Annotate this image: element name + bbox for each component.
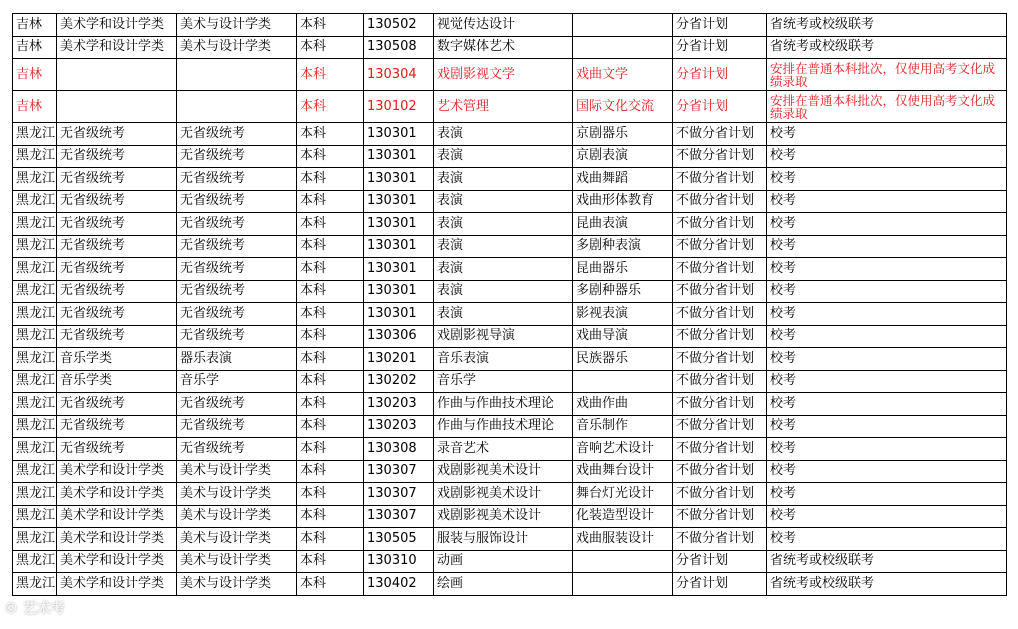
category-cell[interactable]: 无省级统考 [57, 280, 177, 303]
category-cell[interactable]: 无省级统考 [57, 325, 177, 348]
code-cell[interactable]: 130102 [364, 91, 434, 123]
exam-method-cell[interactable]: 校考 [767, 303, 1007, 326]
major-cell[interactable]: 表演 [434, 280, 573, 303]
level-cell[interactable]: 本科 [297, 573, 364, 596]
exam-type-cell[interactable] [177, 59, 297, 91]
code-cell[interactable]: 130306 [364, 325, 434, 348]
table-row [13, 213, 1007, 236]
major-cell[interactable]: 表演 [434, 168, 573, 191]
exam-type-cell[interactable]: 无省级统考 [177, 168, 297, 191]
province-cell[interactable]: 黑龙江 [13, 303, 57, 326]
direction-cell[interactable]: 戏曲文学 [573, 59, 673, 91]
plan-cell[interactable]: 不做分省计划 [673, 303, 767, 326]
major-cell[interactable]: 戏剧影视文学 [434, 59, 573, 91]
plan-cell[interactable]: 不做分省计划 [673, 438, 767, 461]
table-row [13, 528, 1007, 551]
direction-cell[interactable]: 京剧表演 [573, 145, 673, 168]
exam-type-cell[interactable]: 美术与设计学类 [177, 483, 297, 506]
direction-cell[interactable] [573, 14, 673, 37]
direction-cell[interactable]: 戏曲服装设计 [573, 528, 673, 551]
category-cell[interactable]: 美术学和设计学类 [57, 36, 177, 59]
category-cell[interactable]: 音乐学类 [57, 370, 177, 393]
province-cell[interactable]: 黑龙江 [13, 550, 57, 573]
level-cell[interactable]: 本科 [297, 59, 364, 91]
level-cell[interactable]: 本科 [297, 370, 364, 393]
province-cell[interactable]: 黑龙江 [13, 528, 57, 551]
table-row [13, 123, 1007, 146]
table-row [13, 483, 1007, 506]
category-cell[interactable]: 无省级统考 [57, 145, 177, 168]
exam-method-cell[interactable]: 校考 [767, 460, 1007, 483]
province-cell[interactable]: 吉林 [13, 59, 57, 91]
exam-type-cell[interactable]: 无省级统考 [177, 325, 297, 348]
direction-cell[interactable]: 戏曲形体教育 [573, 190, 673, 213]
level-cell[interactable]: 本科 [297, 190, 364, 213]
exam-method-cell[interactable]: 校考 [767, 145, 1007, 168]
table-row [13, 91, 1007, 123]
code-cell[interactable]: 130301 [364, 145, 434, 168]
province-cell[interactable]: 黑龙江 [13, 213, 57, 236]
exam-method-cell[interactable]: 校考 [767, 258, 1007, 281]
province-cell[interactable]: 黑龙江 [13, 415, 57, 438]
province-cell[interactable]: 黑龙江 [13, 235, 57, 258]
table-row [13, 550, 1007, 573]
level-cell[interactable]: 本科 [297, 168, 364, 191]
exam-method-cell[interactable]: 校考 [767, 168, 1007, 191]
exam-type-cell[interactable]: 音乐学 [177, 370, 297, 393]
exam-method-cell[interactable]: 校考 [767, 438, 1007, 461]
direction-cell[interactable]: 戏曲舞台设计 [573, 460, 673, 483]
exam-type-cell[interactable]: 无省级统考 [177, 213, 297, 236]
plan-cell[interactable]: 不做分省计划 [673, 483, 767, 506]
plan-cell[interactable]: 分省计划 [673, 36, 767, 59]
level-cell[interactable]: 本科 [297, 460, 364, 483]
province-cell[interactable]: 吉林 [13, 36, 57, 59]
category-cell[interactable]: 美术学和设计学类 [57, 483, 177, 506]
level-cell[interactable]: 本科 [297, 258, 364, 281]
direction-cell[interactable]: 化装造型设计 [573, 505, 673, 528]
plan-cell[interactable]: 不做分省计划 [673, 393, 767, 416]
level-cell[interactable]: 本科 [297, 348, 364, 371]
code-cell[interactable]: 130203 [364, 393, 434, 416]
direction-cell[interactable] [573, 573, 673, 596]
exam-method-cell[interactable]: 校考 [767, 393, 1007, 416]
province-cell[interactable]: 黑龙江 [13, 438, 57, 461]
code-cell[interactable]: 130304 [364, 59, 434, 91]
exam-type-cell[interactable]: 美术与设计学类 [177, 460, 297, 483]
province-cell[interactable]: 黑龙江 [13, 145, 57, 168]
table-row [13, 145, 1007, 168]
major-cell[interactable]: 戏剧影视美术设计 [434, 505, 573, 528]
table-row [13, 14, 1007, 37]
category-cell[interactable]: 无省级统考 [57, 303, 177, 326]
level-cell[interactable]: 本科 [297, 14, 364, 37]
province-cell[interactable]: 黑龙江 [13, 483, 57, 506]
exam-method-cell[interactable]: 校考 [767, 348, 1007, 371]
level-cell[interactable]: 本科 [297, 235, 364, 258]
major-cell[interactable]: 视觉传达设计 [434, 14, 573, 37]
level-cell[interactable]: 本科 [297, 91, 364, 123]
watermark-logo: © 艺术考 [4, 601, 65, 617]
direction-cell[interactable]: 影视表演 [573, 303, 673, 326]
table-row [13, 415, 1007, 438]
exam-method-cell[interactable]: 校考 [767, 235, 1007, 258]
plan-cell[interactable]: 不做分省计划 [673, 258, 767, 281]
level-cell[interactable]: 本科 [297, 393, 364, 416]
table-row [13, 460, 1007, 483]
category-cell[interactable]: 美术学和设计学类 [57, 505, 177, 528]
plan-cell[interactable]: 不做分省计划 [673, 213, 767, 236]
exam-method-cell[interactable]: 校考 [767, 370, 1007, 393]
table-row [13, 393, 1007, 416]
exam-type-cell[interactable]: 无省级统考 [177, 258, 297, 281]
code-cell[interactable]: 130307 [364, 505, 434, 528]
province-cell[interactable]: 黑龙江 [13, 573, 57, 596]
province-cell[interactable]: 黑龙江 [13, 348, 57, 371]
major-cell[interactable]: 表演 [434, 303, 573, 326]
major-cell[interactable]: 表演 [434, 123, 573, 146]
province-cell[interactable]: 黑龙江 [13, 258, 57, 281]
exam-type-cell[interactable]: 无省级统考 [177, 415, 297, 438]
category-cell[interactable]: 无省级统考 [57, 213, 177, 236]
major-cell[interactable]: 服装与服饰设计 [434, 528, 573, 551]
major-cell[interactable]: 戏剧影视导演 [434, 325, 573, 348]
exam-type-cell[interactable]: 无省级统考 [177, 393, 297, 416]
plan-cell[interactable]: 不做分省计划 [673, 190, 767, 213]
exam-type-cell[interactable]: 美术与设计学类 [177, 36, 297, 59]
code-cell[interactable]: 130301 [364, 235, 434, 258]
province-cell[interactable]: 吉林 [13, 14, 57, 37]
category-cell[interactable]: 无省级统考 [57, 438, 177, 461]
table-row [13, 573, 1007, 596]
category-cell[interactable]: 美术学和设计学类 [57, 14, 177, 37]
code-cell[interactable]: 130301 [364, 190, 434, 213]
province-cell[interactable]: 黑龙江 [13, 190, 57, 213]
category-cell[interactable] [57, 91, 177, 123]
table-row [13, 59, 1007, 91]
category-cell[interactable]: 无省级统考 [57, 168, 177, 191]
direction-cell[interactable]: 舞台灯光设计 [573, 483, 673, 506]
plan-cell[interactable]: 分省计划 [673, 59, 767, 91]
code-cell[interactable]: 130307 [364, 460, 434, 483]
exam-type-cell[interactable]: 美术与设计学类 [177, 550, 297, 573]
exam-type-cell[interactable]: 美术与设计学类 [177, 505, 297, 528]
code-cell[interactable]: 130308 [364, 438, 434, 461]
direction-cell[interactable]: 多剧种表演 [573, 235, 673, 258]
direction-cell[interactable]: 昆曲器乐 [573, 258, 673, 281]
exam-type-cell[interactable]: 器乐表演 [177, 348, 297, 371]
plan-cell[interactable]: 不做分省计划 [673, 528, 767, 551]
direction-cell[interactable]: 昆曲表演 [573, 213, 673, 236]
exam-type-cell[interactable]: 无省级统考 [177, 123, 297, 146]
code-cell[interactable]: 130201 [364, 348, 434, 371]
exam-method-cell[interactable]: 校考 [767, 505, 1007, 528]
plan-cell[interactable]: 不做分省计划 [673, 145, 767, 168]
direction-cell[interactable] [573, 550, 673, 573]
plan-cell[interactable]: 不做分省计划 [673, 370, 767, 393]
province-cell[interactable]: 吉林 [13, 91, 57, 123]
category-cell[interactable]: 无省级统考 [57, 258, 177, 281]
code-cell[interactable]: 130301 [364, 168, 434, 191]
plan-cell[interactable]: 不做分省计划 [673, 460, 767, 483]
major-cell[interactable]: 绘画 [434, 573, 573, 596]
direction-cell[interactable]: 戏曲舞蹈 [573, 168, 673, 191]
category-cell[interactable]: 美术学和设计学类 [57, 460, 177, 483]
province-cell[interactable]: 黑龙江 [13, 505, 57, 528]
table-row [13, 370, 1007, 393]
exam-method-cell[interactable]: 省统考或校级联考 [767, 550, 1007, 573]
direction-cell[interactable]: 民族器乐 [573, 348, 673, 371]
direction-cell[interactable] [573, 370, 673, 393]
major-cell[interactable]: 表演 [434, 190, 573, 213]
category-cell[interactable]: 无省级统考 [57, 123, 177, 146]
major-cell[interactable]: 作曲与作曲技术理论 [434, 393, 573, 416]
code-cell[interactable]: 130402 [364, 573, 434, 596]
exam-method-cell[interactable]: 校考 [767, 213, 1007, 236]
code-cell[interactable]: 130202 [364, 370, 434, 393]
plan-cell[interactable]: 不做分省计划 [673, 235, 767, 258]
plan-cell[interactable]: 不做分省计划 [673, 168, 767, 191]
major-cell[interactable]: 艺术管理 [434, 91, 573, 123]
major-cell[interactable]: 数字媒体艺术 [434, 36, 573, 59]
table-body [13, 14, 1007, 596]
exam-method-cell[interactable]: 校考 [767, 280, 1007, 303]
exam-method-cell[interactable]: 校考 [767, 190, 1007, 213]
level-cell[interactable]: 本科 [297, 415, 364, 438]
code-cell[interactable]: 130301 [364, 258, 434, 281]
exam-method-cell[interactable]: 校考 [767, 325, 1007, 348]
code-cell[interactable]: 130301 [364, 303, 434, 326]
exam-method-cell[interactable]: 省统考或校级联考 [767, 36, 1007, 59]
level-cell[interactable]: 本科 [297, 550, 364, 573]
exam-method-cell[interactable]: 校考 [767, 528, 1007, 551]
exam-method-cell[interactable]: 安排在普通本科批次，仅使用高考文化成绩录取 [767, 91, 1007, 123]
plan-cell[interactable]: 分省计划 [673, 14, 767, 37]
direction-cell[interactable]: 京剧器乐 [573, 123, 673, 146]
level-cell[interactable]: 本科 [297, 145, 364, 168]
major-cell[interactable]: 表演 [434, 145, 573, 168]
plan-cell[interactable]: 分省计划 [673, 91, 767, 123]
category-cell[interactable]: 美术学和设计学类 [57, 528, 177, 551]
table-row [13, 438, 1007, 461]
province-cell[interactable]: 黑龙江 [13, 393, 57, 416]
code-cell[interactable]: 130301 [364, 213, 434, 236]
table-row [13, 280, 1007, 303]
major-cell[interactable]: 动画 [434, 550, 573, 573]
province-cell[interactable]: 黑龙江 [13, 460, 57, 483]
table-row [13, 303, 1007, 326]
level-cell[interactable]: 本科 [297, 213, 364, 236]
exam-method-cell[interactable]: 安排在普通本科批次，仅使用高考文化成绩录取 [767, 59, 1007, 91]
level-cell[interactable]: 本科 [297, 280, 364, 303]
code-cell[interactable]: 130508 [364, 36, 434, 59]
code-cell[interactable]: 130301 [364, 280, 434, 303]
category-cell[interactable]: 无省级统考 [57, 393, 177, 416]
plan-cell[interactable]: 分省计划 [673, 573, 767, 596]
table-row [13, 325, 1007, 348]
exam-type-cell[interactable]: 无省级统考 [177, 280, 297, 303]
direction-cell[interactable]: 国际文化交流 [573, 91, 673, 123]
level-cell[interactable]: 本科 [297, 325, 364, 348]
code-cell[interactable]: 130203 [364, 415, 434, 438]
level-cell[interactable]: 本科 [297, 438, 364, 461]
direction-cell[interactable]: 音乐制作 [573, 415, 673, 438]
level-cell[interactable]: 本科 [297, 528, 364, 551]
category-cell[interactable]: 美术学和设计学类 [57, 573, 177, 596]
exam-method-cell[interactable]: 省统考或校级联考 [767, 573, 1007, 596]
category-cell[interactable]: 无省级统考 [57, 190, 177, 213]
table-row [13, 190, 1007, 213]
province-cell[interactable]: 黑龙江 [13, 123, 57, 146]
code-cell[interactable]: 130505 [364, 528, 434, 551]
direction-cell[interactable]: 戏曲导演 [573, 325, 673, 348]
province-cell[interactable]: 黑龙江 [13, 370, 57, 393]
category-cell[interactable] [57, 59, 177, 91]
admissions-table [12, 13, 1007, 596]
level-cell[interactable]: 本科 [297, 483, 364, 506]
category-cell[interactable]: 音乐学类 [57, 348, 177, 371]
plan-cell[interactable]: 不做分省计划 [673, 505, 767, 528]
category-cell[interactable]: 美术学和设计学类 [57, 550, 177, 573]
plan-cell[interactable]: 不做分省计划 [673, 348, 767, 371]
exam-type-cell[interactable]: 无省级统考 [177, 190, 297, 213]
table-row [13, 168, 1007, 191]
code-cell[interactable]: 130502 [364, 14, 434, 37]
major-cell[interactable]: 表演 [434, 235, 573, 258]
level-cell[interactable]: 本科 [297, 303, 364, 326]
major-cell[interactable]: 戏剧影视美术设计 [434, 483, 573, 506]
exam-type-cell[interactable]: 无省级统考 [177, 438, 297, 461]
plan-cell[interactable]: 不做分省计划 [673, 123, 767, 146]
code-cell[interactable]: 130307 [364, 483, 434, 506]
exam-type-cell[interactable]: 无省级统考 [177, 145, 297, 168]
code-cell[interactable]: 130310 [364, 550, 434, 573]
exam-type-cell[interactable]: 美术与设计学类 [177, 573, 297, 596]
exam-type-cell[interactable] [177, 91, 297, 123]
direction-cell[interactable] [573, 36, 673, 59]
major-cell[interactable]: 作曲与作曲技术理论 [434, 415, 573, 438]
plan-cell[interactable]: 不做分省计划 [673, 325, 767, 348]
direction-cell[interactable]: 戏曲作曲 [573, 393, 673, 416]
table-row [13, 235, 1007, 258]
table-row [13, 36, 1007, 59]
plan-cell[interactable]: 不做分省计划 [673, 415, 767, 438]
exam-type-cell[interactable]: 美术与设计学类 [177, 528, 297, 551]
code-cell[interactable]: 130301 [364, 123, 434, 146]
major-cell[interactable]: 音乐表演 [434, 348, 573, 371]
province-cell[interactable]: 黑龙江 [13, 280, 57, 303]
level-cell[interactable]: 本科 [297, 36, 364, 59]
plan-cell[interactable]: 不做分省计划 [673, 280, 767, 303]
direction-cell[interactable]: 多剧种器乐 [573, 280, 673, 303]
direction-cell[interactable]: 音响艺术设计 [573, 438, 673, 461]
exam-type-cell[interactable]: 美术与设计学类 [177, 14, 297, 37]
province-cell[interactable]: 黑龙江 [13, 168, 57, 191]
province-cell[interactable]: 黑龙江 [13, 325, 57, 348]
exam-method-cell[interactable]: 校考 [767, 123, 1007, 146]
exam-type-cell[interactable]: 无省级统考 [177, 303, 297, 326]
category-cell[interactable]: 无省级统考 [57, 415, 177, 438]
level-cell[interactable]: 本科 [297, 505, 364, 528]
exam-method-cell[interactable]: 校考 [767, 415, 1007, 438]
exam-method-cell[interactable]: 校考 [767, 483, 1007, 506]
table-row [13, 348, 1007, 371]
major-cell[interactable]: 音乐学 [434, 370, 573, 393]
category-cell[interactable]: 无省级统考 [57, 235, 177, 258]
exam-type-cell[interactable]: 无省级统考 [177, 235, 297, 258]
table-row [13, 505, 1007, 528]
table-row [13, 258, 1007, 281]
major-cell[interactable]: 表演 [434, 258, 573, 281]
exam-method-cell[interactable]: 省统考或校级联考 [767, 14, 1007, 37]
level-cell[interactable]: 本科 [297, 123, 364, 146]
major-cell[interactable]: 录音艺术 [434, 438, 573, 461]
major-cell[interactable]: 表演 [434, 213, 573, 236]
major-cell[interactable]: 戏剧影视美术设计 [434, 460, 573, 483]
plan-cell[interactable]: 分省计划 [673, 550, 767, 573]
